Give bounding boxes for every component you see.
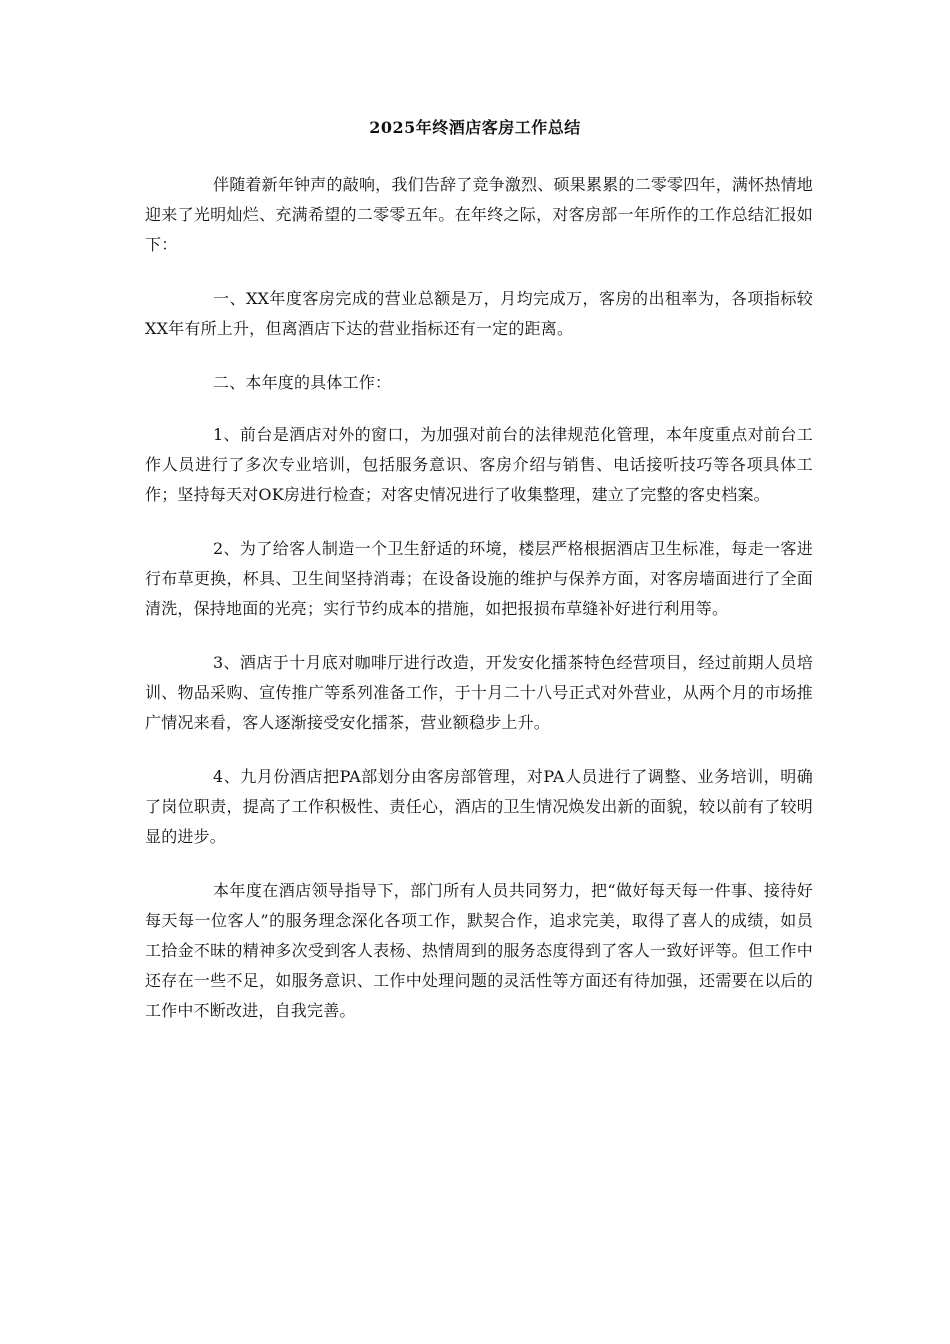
document-body — [145, 170, 813, 1050]
paragraph-intro: 伴随着新年钟声的敲响，我们告辞了竞争激烈、硕果累累的二零零四年，满怀热情地迎来了光明灿烂、充满希望的二零零五年。在年终之际，对客房部一年所作的工作总结汇报如下： — [145, 175, 813, 254]
paragraph-item-2: 2、为了给客人制造一个卫生舒适的环境，楼层严格根据酒店卫生标准，每走一客进行布草更换，杯具、卫生间坚持消毒；在设备设施的维护与保养方面，对客房墙面进行了全面清洗，保持地面的光亮；实行节约成本的措施，如把报损布草缝补好进行利用等。 — [145, 539, 813, 618]
document-title: 2025年终酒店客房工作总结 — [369, 118, 581, 137]
paragraph-item-4: 4、九月份酒店把PA部划分由客房部管理，对PA人员进行了调整、业务培训，明确了岗位职责，提高了工作积极性、责任心，酒店的卫生情况焕发出新的面貌，较以前有了较明显的进步。 — [145, 767, 813, 846]
paragraph-item-1: 1、前台是酒店对外的窗口，为加强对前台的法律规范化管理，本年度重点对前台工作人员进行了多次专业培训，包括服务意识、客房介绍与销售、电话接听技巧等各项具体工作；坚持每天对OK房进行检查；对客史情况进行了收集整理，建立了完整的客史档案。 — [145, 425, 813, 504]
paragraph-item-3: 3、酒店于十月底对咖啡厅进行改造，开发安化擂茶特色经营项目，经过前期人员培训、物品采购、宣传推广等系列准备工作，于十月二十八号正式对外营业，从两个月的市场推广情况来看，客人逐渐接受安化擂茶，营业额稳步上升。 — [145, 653, 813, 732]
paragraph-section-one: 一、XX年度客房完成的营业总额是万，月均完成万，客房的出租率为，各项指标较XX年有所上升，但离酒店下达的营业指标还有一定的距离。 — [145, 289, 813, 338]
paragraph-section-two-heading: 二、本年度的具体工作： — [213, 373, 392, 392]
paragraph-conclusion: 本年度在酒店领导指导下，部门所有人员共同努力，把“做好每天每一件事、接待好每天每一位客人”的服务理念深化各项工作，默契合作，追求完美，取得了喜人的成绩，如员工拾金不昧的精神多次受到客人表杨、热情周到的服务态度得到了客人一致好评等。但工作中还存在一些不足，如服务意识、工作中处理问题的灵活性等方面还有待加强，还需要在以后的工作中不断改进，自我完善。 — [145, 881, 813, 1020]
